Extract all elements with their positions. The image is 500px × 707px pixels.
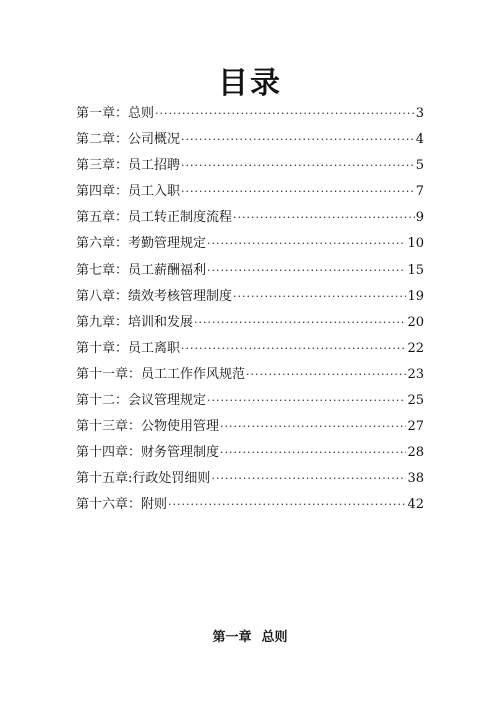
toc-chapter-title: 会议管理规定 xyxy=(128,393,207,409)
toc-separator: ： xyxy=(115,158,129,174)
toc-dot-leader xyxy=(168,492,406,518)
toc-chapter-title: 员工离职 xyxy=(128,340,181,356)
toc-entry[interactable] xyxy=(76,284,424,310)
toc-chapter-number: 第二章 xyxy=(76,132,116,148)
toc-separator: ： xyxy=(115,393,129,409)
toc-separator: ： xyxy=(115,340,129,356)
toc-entry[interactable] xyxy=(76,362,424,388)
page-title: 目录 xyxy=(218,66,282,101)
toc-entry[interactable] xyxy=(76,258,424,284)
toc-separator: ： xyxy=(115,184,129,200)
toc-chapter-number: 第七章 xyxy=(76,262,116,278)
toc-page-number: 23 xyxy=(407,366,424,382)
toc-entry[interactable] xyxy=(76,205,424,231)
toc-separator: ： xyxy=(115,132,129,148)
toc-chapter-title: 附则 xyxy=(141,497,168,513)
toc-chapter-title: 员工薪酬福利 xyxy=(128,262,207,278)
toc-page-number: 42 xyxy=(407,497,424,513)
toc-entry[interactable] xyxy=(76,153,424,179)
toc-chapter-title: 总则 xyxy=(128,106,155,121)
toc-chapter-title: 绩效考核管理制度 xyxy=(128,288,233,304)
toc-separator: : xyxy=(128,471,133,487)
toc-dot-leader xyxy=(207,258,406,284)
toc-chapter-number: 第十一章 xyxy=(76,366,129,382)
toc-chapter-number: 第十二 xyxy=(76,393,116,409)
toc-page-number: 19 xyxy=(407,288,424,304)
toc-chapter-title: 员工转正制度流程 xyxy=(128,210,233,226)
toc-separator: ： xyxy=(115,106,129,121)
toc-chapter-number: 第四章 xyxy=(76,184,116,200)
toc-dot-leader xyxy=(207,231,406,257)
toc-entry[interactable] xyxy=(76,414,424,440)
toc-chapter-title: 员工入职 xyxy=(128,184,181,200)
toc-dot-leader xyxy=(220,414,406,440)
toc-dot-leader xyxy=(233,205,415,231)
toc-chapter-number: 第八章 xyxy=(76,288,116,304)
toc-entry[interactable] xyxy=(76,101,424,127)
toc-chapter-title: 员工招聘 xyxy=(128,158,181,174)
toc-separator: ： xyxy=(115,236,129,252)
toc-entry[interactable] xyxy=(76,466,424,492)
toc-separator: ： xyxy=(128,497,142,513)
chapter-heading xyxy=(0,626,500,645)
toc-page-number: 15 xyxy=(407,262,424,278)
toc-chapter-title: 公物使用管理 xyxy=(141,419,220,435)
toc-dot-leader xyxy=(220,440,406,466)
toc-page-number: 25 xyxy=(407,393,424,409)
toc-page-number: 10 xyxy=(407,236,424,252)
toc-separator: ： xyxy=(115,210,129,226)
toc-page-number: 7 xyxy=(415,184,424,200)
toc-page-number: 4 xyxy=(415,132,424,148)
toc-dot-leader xyxy=(194,310,406,336)
toc-entry[interactable] xyxy=(76,440,424,466)
toc-chapter-number: 第十五章 xyxy=(76,471,129,487)
toc-chapter-number: 第九章 xyxy=(76,314,116,330)
toc-page-number: 28 xyxy=(407,445,424,461)
toc-page-number: 5 xyxy=(415,158,424,174)
toc-page-number: 22 xyxy=(407,340,424,356)
table-of-contents xyxy=(76,101,424,519)
toc-entry[interactable] xyxy=(76,492,424,518)
toc-chapter-number: 第十四章 xyxy=(76,445,129,461)
toc-separator: ： xyxy=(128,445,142,461)
toc-page-number: 9 xyxy=(415,210,424,226)
toc-separator: ： xyxy=(128,419,142,435)
toc-dot-leader xyxy=(181,153,415,179)
chapter-heading-number: 第一章 xyxy=(212,630,252,645)
toc-entry[interactable] xyxy=(76,127,424,153)
toc-chapter-title: 员工工作作风规范 xyxy=(141,366,246,382)
toc-page-number: 38 xyxy=(407,471,424,487)
toc-separator: ： xyxy=(115,288,129,304)
toc-chapter-title: 行政处罚细则 xyxy=(132,471,211,487)
toc-entry[interactable] xyxy=(76,310,424,336)
toc-chapter-number: 第十章 xyxy=(76,340,116,356)
chapter-heading-name: 总则 xyxy=(261,630,288,645)
toc-separator: ： xyxy=(128,366,142,382)
toc-chapter-number: 第十三章 xyxy=(76,419,129,435)
toc-entry[interactable] xyxy=(76,231,424,257)
toc-entry[interactable] xyxy=(76,179,424,205)
toc-chapter-number: 第六章 xyxy=(76,236,116,252)
toc-entry[interactable] xyxy=(76,388,424,414)
toc-chapter-number: 第五章 xyxy=(76,210,116,226)
toc-page-number: 20 xyxy=(407,314,424,330)
toc-dot-leader xyxy=(233,284,406,310)
toc-chapter-title: 考勤管理规定 xyxy=(128,236,207,252)
toc-dot-leader xyxy=(181,127,415,153)
toc-dot-leader xyxy=(181,336,406,362)
toc-dot-leader xyxy=(181,179,415,205)
toc-entry[interactable] xyxy=(76,336,424,362)
toc-chapter-title: 培训和发展 xyxy=(128,314,194,330)
toc-dot-leader xyxy=(211,466,406,492)
toc-dot-leader xyxy=(155,101,415,127)
toc-chapter-number: 第一章 xyxy=(76,106,116,121)
toc-separator: ： xyxy=(115,262,129,278)
toc-chapter-title: 财务管理制度 xyxy=(141,445,220,461)
toc-dot-leader xyxy=(246,362,406,388)
toc-separator: ： xyxy=(115,314,129,330)
toc-page-number: 3 xyxy=(415,106,424,121)
toc-dot-leader xyxy=(207,388,406,414)
toc-chapter-number: 第十六章 xyxy=(76,497,129,513)
toc-page-number: 27 xyxy=(407,419,424,435)
toc-chapter-title: 公司概况 xyxy=(128,132,181,148)
toc-chapter-number: 第三章 xyxy=(76,158,116,174)
